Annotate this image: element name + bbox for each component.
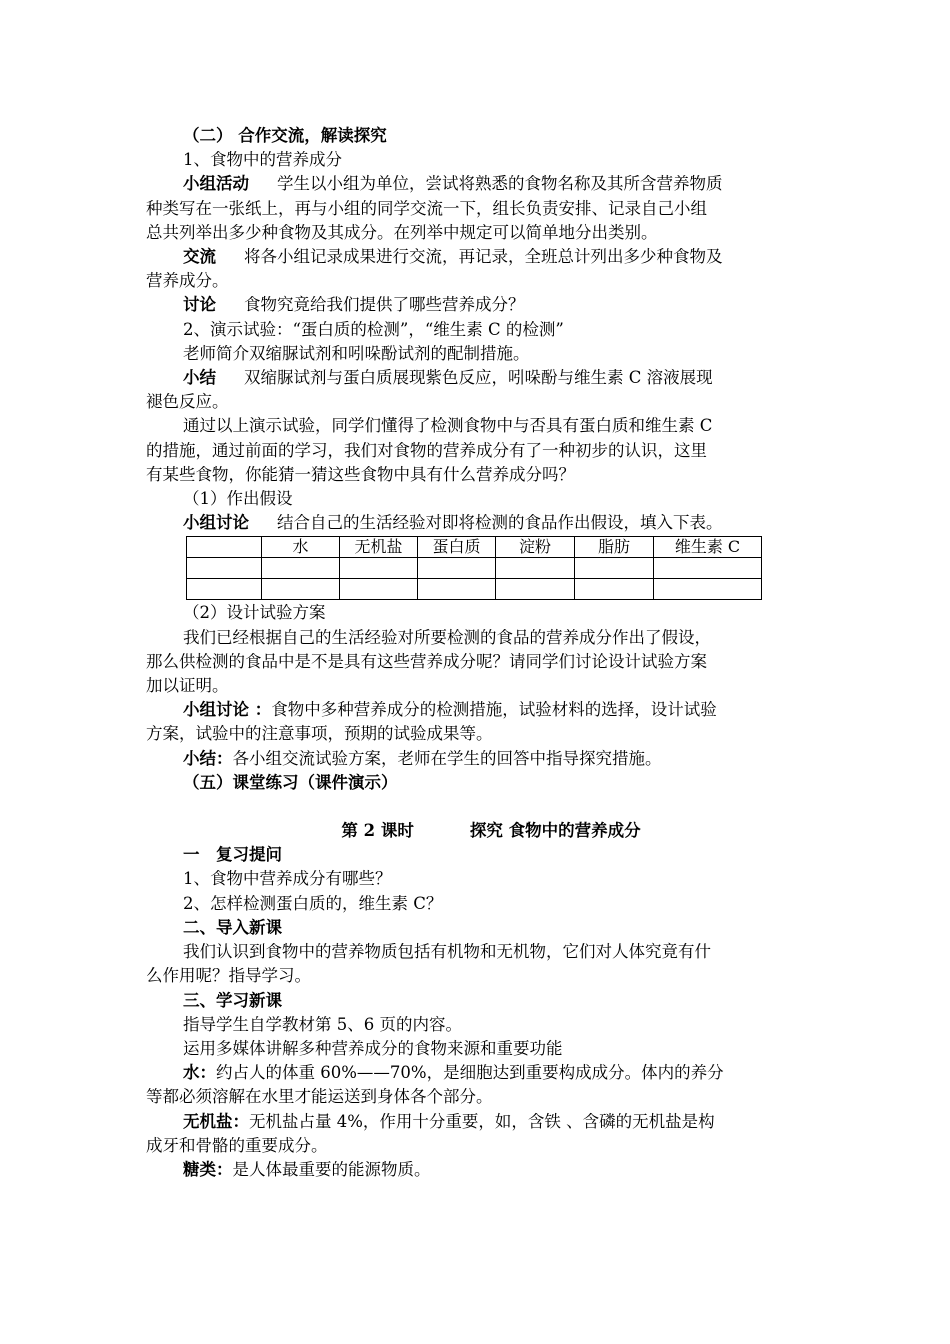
- table-cell: [262, 579, 340, 600]
- paragraph-line: 有某些食物，你能猜一猜这些食物中具有什么营养成分吗？: [146, 464, 575, 484]
- table-cell: [340, 579, 418, 600]
- subheading: （1）作出假设: [183, 489, 293, 509]
- paragraph: 水：约占人的体重 60%——70%，是细胞达到重要构成成分。体内的养分: [183, 1063, 724, 1083]
- hypothesis-table-wrap: [186, 536, 806, 600]
- subheading: 1、食物中的营养成分: [183, 150, 342, 170]
- table-cell: [496, 558, 575, 579]
- paragraph: 指导学生自学教材第 5、6 页的内容。: [183, 1014, 462, 1034]
- table-cell: [496, 579, 575, 600]
- section-heading: 三、学习新课: [183, 990, 282, 1010]
- table-cell: [262, 558, 340, 579]
- section-heading: （五）课堂练习（课件演示）: [183, 772, 398, 792]
- paragraph-line: 总共列举出多少种食物及其成分。在列举中规定可以简单地分出类别。: [146, 222, 658, 242]
- label: 小结：: [183, 748, 233, 768]
- paragraph: 小组活动 学生以小组为单位，尝试将熟悉的食物名称及其所含营养物质: [183, 174, 723, 194]
- label: 讨论: [183, 295, 216, 315]
- paragraph-line: 加以证明。: [146, 676, 229, 696]
- table-cell: [575, 579, 654, 600]
- table-cell: [340, 558, 418, 579]
- document-page: [146, 124, 806, 1182]
- label: 小结: [183, 368, 216, 388]
- paragraph: 小组讨论 ：食物中多种营养成分的检测措施，试验材料的选择，设计试验: [183, 700, 717, 720]
- table-header-cell: 无机盐: [340, 537, 418, 558]
- paragraph: 我们认识到食物中的营养物质包括有机物和无机物，它们对人体究竟有什: [183, 942, 711, 962]
- table-header-cell: 蛋白质: [418, 537, 496, 558]
- paragraph-line: 等都必须溶解在水里才能运送到身体各个部分。: [146, 1087, 493, 1107]
- section-heading: 一 复习提问: [183, 845, 282, 865]
- paragraph: 交流 将各小组记录成果进行交流，再记录，全班总计列出多少种食物及: [183, 247, 723, 267]
- table-cell: [418, 579, 496, 600]
- label: 糖类：: [183, 1159, 233, 1179]
- paragraph: 通过以上演示试验，同学们懂得了检测食物中与否具有蛋白质和维生素 C: [183, 416, 713, 436]
- table-cell: [654, 579, 762, 600]
- label: 小组活动: [183, 174, 249, 194]
- label: 水：: [183, 1063, 216, 1083]
- paragraph-line: 么作用呢？指导学习。: [146, 966, 311, 986]
- paragraph-line: 方案，试验中的注意事项，预期的试验成果等。: [146, 724, 493, 744]
- paragraph-line: 种类写在一张纸上，再与小组的同学交流一下，组长负责安排、记录自己小组: [146, 198, 707, 218]
- table-header-cell: [187, 537, 262, 558]
- section-heading: 二、导入新课: [183, 917, 282, 937]
- table-header-cell: 淀粉: [496, 537, 575, 558]
- label: 小组讨论: [183, 513, 249, 533]
- paragraph-line: 那么供检测的食品中是不是具有这些营养成分呢？请同学们讨论设计试验方案: [146, 651, 707, 671]
- table-cell: [187, 558, 262, 579]
- label: 小组讨论 ：: [183, 700, 272, 720]
- table-header-cell: 维生素 C: [654, 537, 762, 558]
- label: 交流: [183, 247, 216, 267]
- paragraph: 讨论 食物究竟给我们提供了哪些营养成分？: [183, 295, 525, 315]
- table-cell: [418, 558, 496, 579]
- table-cell: [187, 579, 262, 600]
- table-header-cell: 水: [262, 537, 340, 558]
- subheading: （2）设计试验方案: [183, 603, 326, 623]
- paragraph: 老师简介双缩脲试剂和吲哚酚试剂的配制措施。: [183, 343, 530, 363]
- paragraph: 无机盐：无机盐占量 4%，作用十分重要，如，含铁 、含磷的无机盐是构: [183, 1111, 715, 1131]
- lesson-title: 第 2 课时 探究 食物中的营养成分: [341, 821, 641, 841]
- subheading: 2、演示试验：“蛋白质的检测”，“维生素 C 的检测”: [183, 319, 564, 339]
- paragraph: 小结：各小组交流试验方案，老师在学生的回答中指导探究措施。: [183, 748, 662, 768]
- table-cell: [654, 558, 762, 579]
- paragraph: 小结 双缩脲试剂与蛋白质展现紫色反应，吲哚酚与维生素 C 溶液展现: [183, 368, 713, 388]
- table-row: [187, 558, 762, 579]
- list-item: 1、食物中营养成分有哪些？: [183, 869, 392, 889]
- label: 无机盐：: [183, 1111, 249, 1131]
- paragraph: 糖类：是人体最重要的能源物质。: [183, 1159, 431, 1179]
- section-heading: （二） 合作交流，解读探究: [183, 126, 387, 145]
- table-row: [187, 579, 762, 600]
- table-header-cell: 脂肪: [575, 537, 654, 558]
- list-item: 2、怎样检测蛋白质的，维生素 C？: [183, 893, 443, 913]
- table-header-row: [187, 537, 762, 558]
- paragraph-line: 的措施，通过前面的学习，我们对食物的营养成分有了一种初步的认识，这里: [146, 440, 707, 460]
- paragraph: 我们已经根据自己的生活经验对所要检测的食品的营养成分作出了假设，: [183, 627, 711, 647]
- paragraph: 运用多媒体讲解多种营养成分的食物来源和重要功能: [183, 1038, 563, 1058]
- paragraph-line: 褪色反应。: [146, 392, 229, 412]
- hypothesis-table: [186, 536, 762, 600]
- paragraph: 小组讨论 结合自己的生活经验对即将检测的食品作出假设，填入下表。: [183, 513, 723, 533]
- paragraph-line: 成牙和骨骼的重要成分。: [146, 1135, 328, 1155]
- paragraph-line: 营养成分。: [146, 271, 229, 291]
- table-cell: [575, 558, 654, 579]
